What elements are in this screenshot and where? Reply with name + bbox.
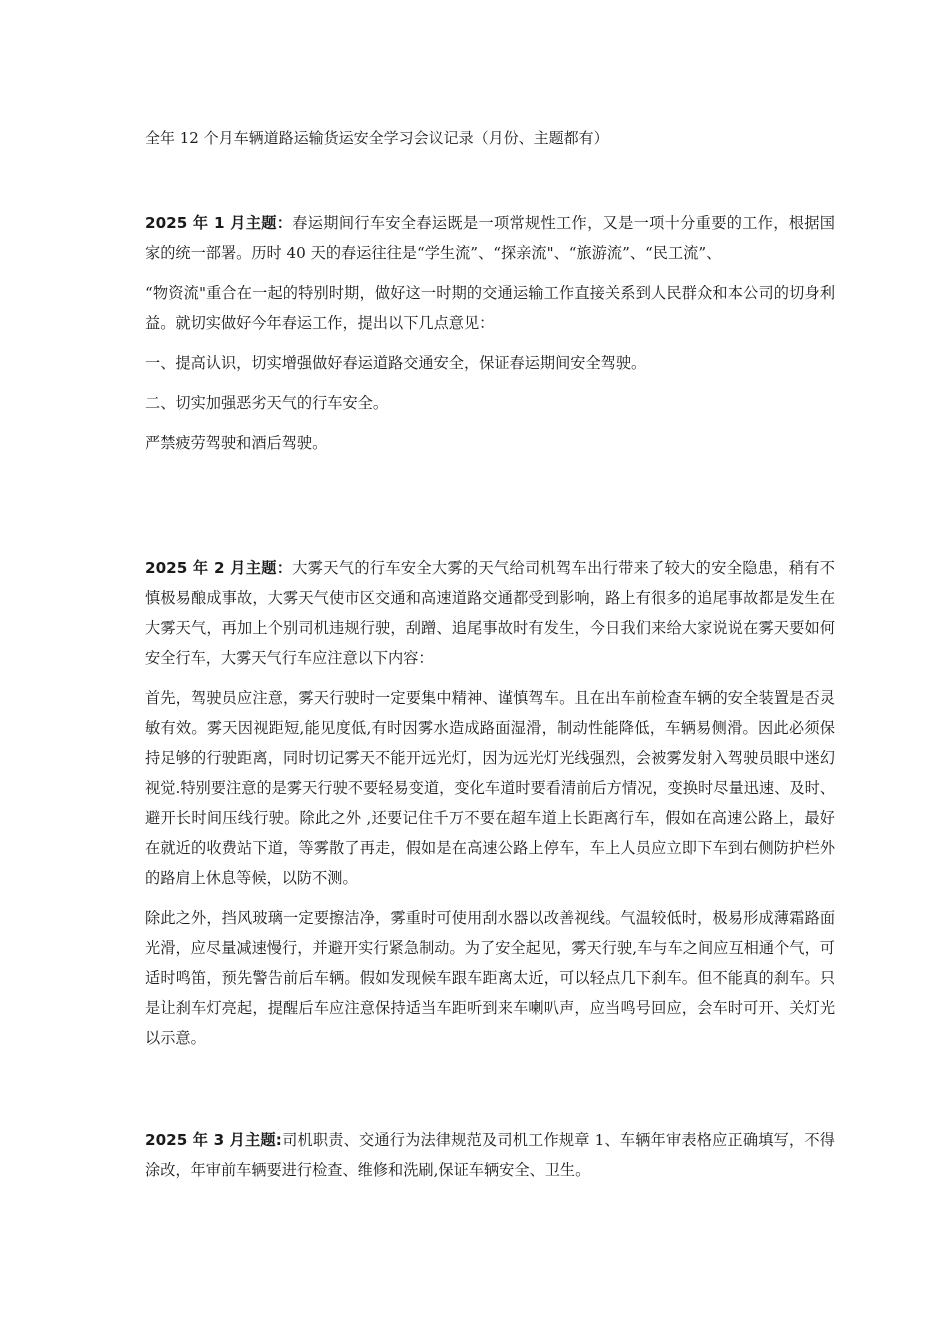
paragraph: 除此之外，挡风玻璃一定要擦洁净，雾重时可使用刮水器以改善视线。气温较低时，极易形成薄霜路面光滑，应尽量减速慢行，并避开实行紧急制动。为了安全起见，雾天行驶,车与车之间应互相通个气，可适时鸣笛，预先警告前后车辆。假如发现候车跟车距离太近，可以轻点几下刹车。但不能真的刹车。只是让刹车灯亮起，提醒后车应注意保持适当车距听到来车喇叭声，应当鸣号回应，会车时可开、关灯光以示意。 <box>145 909 835 1047</box>
section-label: 2025 年 1 月主题： <box>145 214 293 232</box>
paragraph: 二、切实加强恶劣天气的行车安全。 <box>145 394 388 412</box>
document-title: 全年 12 个月车辆道路运输货运安全学习会议记录（月份、主题都有） <box>145 129 609 147</box>
section-label: 2025 年 2 月主题： <box>145 559 293 577</box>
paragraph: 一、提高认识，切实增强做好春运道路交通安全，保证春运期间安全驾驶。 <box>145 354 647 372</box>
section-february <box>145 553 835 1063</box>
section-label: 2025 年 3 月主题: <box>145 1131 282 1149</box>
paragraph: 严禁疲劳驾驶和酒后驾驶。 <box>145 434 328 452</box>
paragraph: “物资流"重合在一起的特别时期，做好这一时期的交通运输工作直接关系到人民群众和本公司的切身利益。就切实做好今年春运工作，提出以下几点意见： <box>145 284 835 332</box>
paragraph-text: 大雾天气的行车安全大雾的天气给司机驾车出行带来了较大的安全隐患，稍有不慎极易酿成事故，大雾天气使市区交通和高速道路交通都受到影响，路上有很多的追尾事故都是发生在大雾天气，再加上个别司机违规行驶，刮蹭、追尾事故时有发生，今日我们来给大家说说在雾天要如何安全行车，大雾天气行车应注意以下内容： <box>145 559 835 667</box>
section-march <box>145 1125 835 1199</box>
paragraph <box>145 208 835 268</box>
section-january <box>145 208 835 468</box>
paragraph-text: 司机职责、交通行为法律规范及司机工作规章 1、车辆年审表格应正确填写，不得涂改，年审前车辆要进行检查、维修和洗刷,保证车辆安全、卫生。 <box>145 1131 835 1179</box>
paragraph-text: 春运期间行车安全春运既是一项常规性工作，又是一项十分重要的工作，根据国家的统一部署。历时 40 天的春运往往是“学生流”、“探亲流"、“旅游流”、“民工流”、 <box>145 214 835 262</box>
paragraph <box>145 1125 835 1185</box>
paragraph <box>145 553 835 673</box>
paragraph: 首先，驾驶员应注意，雾天行驶时一定要集中精神、谨慎驾车。且在出车前检查车辆的安全装置是否灵敏有效。雾天因视距短,能见度低,有时因雾水造成路面湿滑，制动性能降低，车辆易侧滑。因此必须保持足够的行驶距离，同时切记雾天不能开远光灯，因为远光灯光线强烈，会被雾发射入驾驶员眼中迷幻视觉.特别要注意的是雾天行驶不要轻易变道，变化车道时要看清前后方情况，变换时尽量迅速、及时、避开长时间压线行驶。除此之外 ,还要记住千万不要在超车道上长距离行车，假如在高速公路上，最好在就近的收费站下道，等雾散了再走，假如是在高速公路上停车，车上人员应立即下车到右侧防护栏外的路肩上休息等候，以防不测。 <box>145 689 835 887</box>
